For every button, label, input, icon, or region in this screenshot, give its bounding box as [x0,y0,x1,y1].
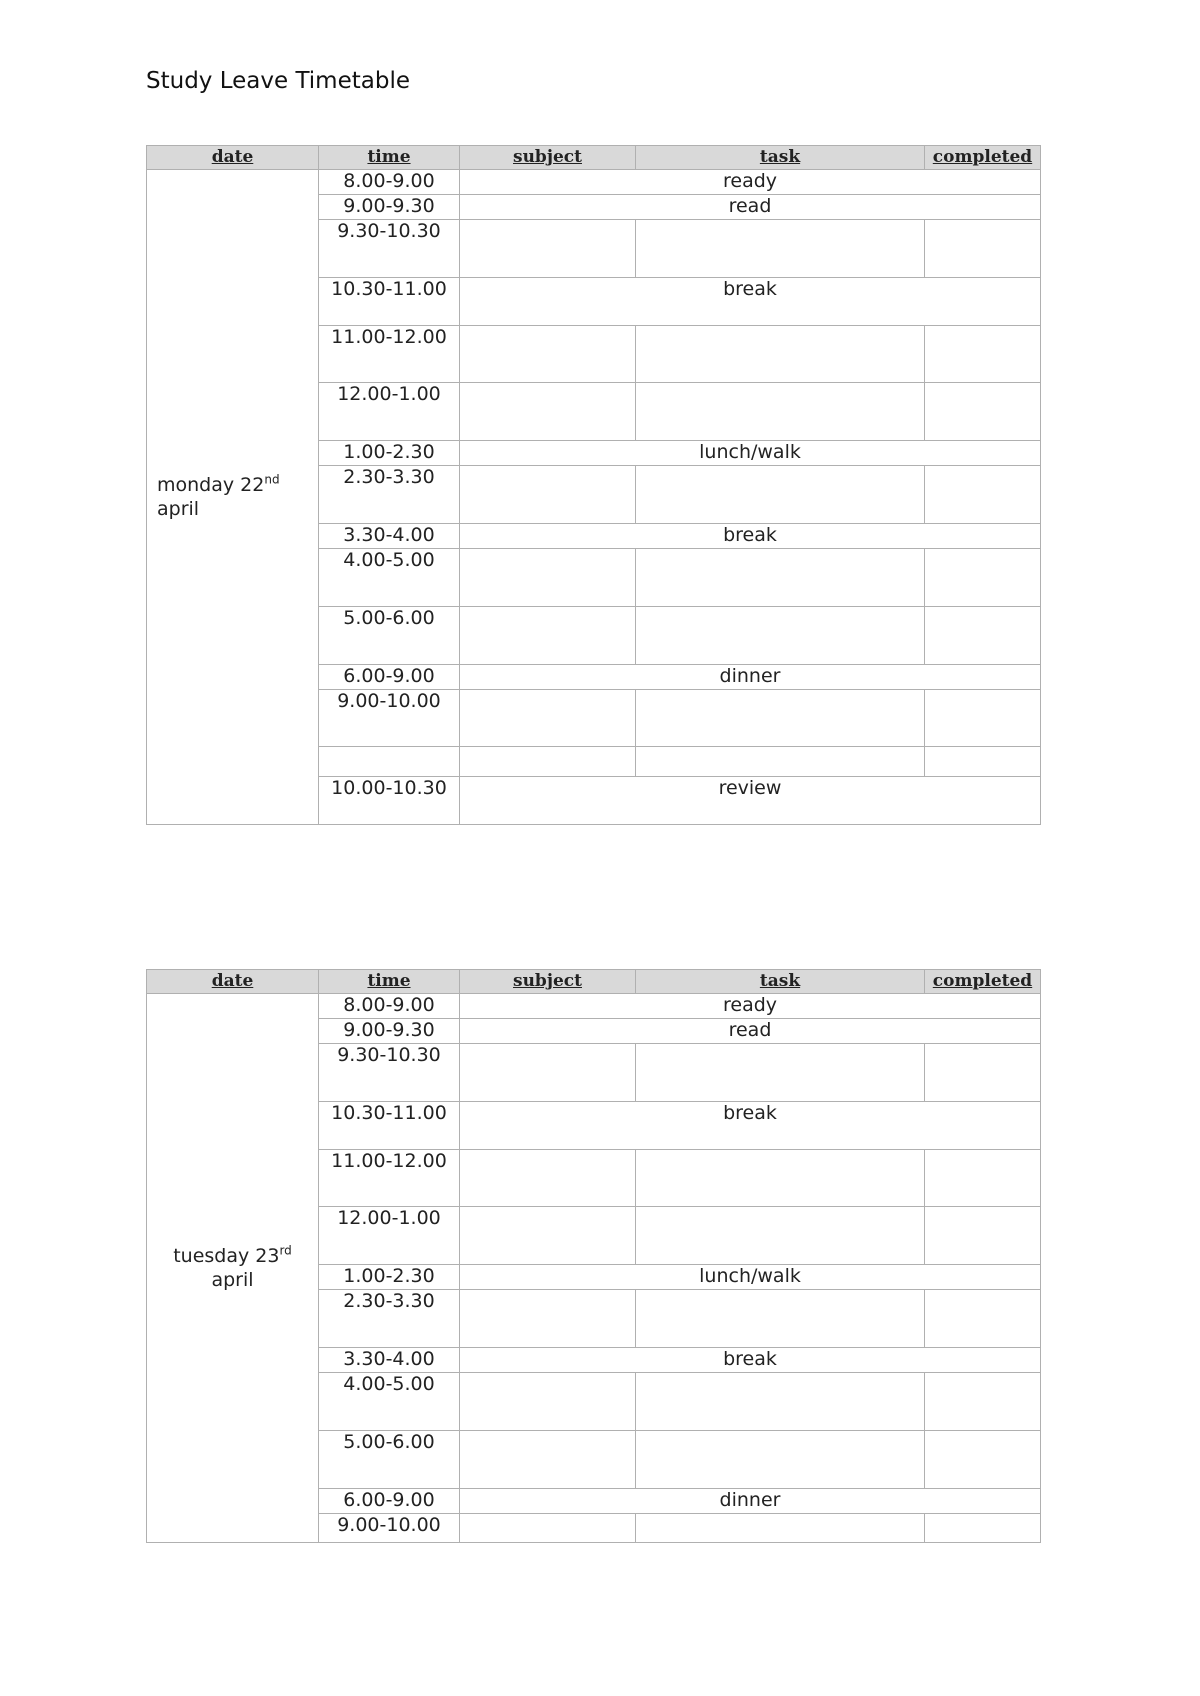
time-cell: 9.00-9.30 [319,195,460,220]
completed-cell[interactable] [925,549,1041,607]
completed-cell[interactable] [925,466,1041,524]
subject-cell[interactable] [460,549,636,607]
time-cell: 6.00-9.00 [319,1489,460,1514]
activity-cell: ready [460,994,1041,1019]
date-cell [147,170,319,825]
header-row [147,146,1041,170]
time-cell: 2.30-3.30 [319,1290,460,1348]
time-cell: 10.30-11.00 [319,1102,460,1150]
task-cell[interactable] [636,747,925,777]
date-month: april [211,1269,254,1291]
table-row [147,170,1041,195]
task-cell[interactable] [636,1207,925,1265]
completed-cell[interactable] [925,1373,1041,1431]
activity-cell: dinner [460,665,1041,690]
task-cell[interactable] [636,1431,925,1489]
time-cell: 3.30-4.00 [319,1348,460,1373]
completed-cell[interactable] [925,1431,1041,1489]
time-cell: 9.30-10.30 [319,1044,460,1102]
task-cell[interactable] [636,607,925,665]
date-ordinal: nd [264,472,280,487]
time-cell: 9.00-10.00 [319,690,460,747]
time-cell: 10.30-11.00 [319,278,460,326]
time-cell: 8.00-9.00 [319,994,460,1019]
completed-cell[interactable] [925,1514,1041,1543]
activity-cell: break [460,278,1041,326]
activity-cell: read [460,1019,1041,1044]
page-title: Study Leave Timetable [146,68,410,94]
time-cell: 11.00-12.00 [319,326,460,383]
column-header-time: time [319,970,460,994]
completed-cell[interactable] [925,1044,1041,1102]
subject-cell[interactable] [460,1431,636,1489]
date-month: april [157,498,200,520]
activity-cell: lunch/walk [460,441,1041,466]
activity-cell: review [460,777,1041,825]
subject-cell[interactable] [460,1150,636,1207]
column-header-date: date [147,970,319,994]
date-day: monday 22 [157,474,265,496]
subject-cell[interactable] [460,220,636,278]
activity-cell: lunch/walk [460,1265,1041,1290]
time-cell: 12.00-1.00 [319,1207,460,1265]
subject-cell[interactable] [460,1207,636,1265]
time-cell: 3.30-4.00 [319,524,460,549]
completed-cell[interactable] [925,1207,1041,1265]
column-header-time: time [319,146,460,170]
time-cell: 12.00-1.00 [319,383,460,441]
column-header-task: task [636,146,925,170]
subject-cell[interactable] [460,1514,636,1543]
task-cell[interactable] [636,549,925,607]
activity-cell: break [460,524,1041,549]
subject-cell[interactable] [460,1044,636,1102]
completed-cell[interactable] [925,690,1041,747]
task-cell[interactable] [636,220,925,278]
subject-cell[interactable] [460,326,636,383]
column-header-date: date [147,146,319,170]
header-row [147,970,1041,994]
task-cell[interactable] [636,1373,925,1431]
activity-cell: break [460,1102,1041,1150]
time-cell: 4.00-5.00 [319,1373,460,1431]
activity-cell: read [460,195,1041,220]
date-cell [147,994,319,1543]
subject-cell[interactable] [460,1373,636,1431]
time-cell: 1.00-2.30 [319,1265,460,1290]
task-cell[interactable] [636,326,925,383]
time-cell: 6.00-9.00 [319,665,460,690]
task-cell[interactable] [636,690,925,747]
time-cell: 5.00-6.00 [319,607,460,665]
subject-cell[interactable] [460,747,636,777]
completed-cell[interactable] [925,1150,1041,1207]
completed-cell[interactable] [925,326,1041,383]
date-ordinal: rd [279,1243,292,1258]
activity-cell: dinner [460,1489,1041,1514]
column-header-completed: completed [925,146,1041,170]
time-cell: 1.00-2.30 [319,441,460,466]
activity-cell: ready [460,170,1041,195]
table-row [147,994,1041,1019]
timetable-monday [146,145,1041,825]
subject-cell[interactable] [460,383,636,441]
completed-cell[interactable] [925,1290,1041,1348]
task-cell[interactable] [636,1514,925,1543]
task-cell[interactable] [636,1044,925,1102]
completed-cell[interactable] [925,220,1041,278]
subject-cell[interactable] [460,607,636,665]
completed-cell[interactable] [925,383,1041,441]
activity-cell: break [460,1348,1041,1373]
time-cell [319,747,460,777]
time-cell: 2.30-3.30 [319,466,460,524]
subject-cell[interactable] [460,466,636,524]
task-cell[interactable] [636,383,925,441]
time-cell: 9.00-10.00 [319,1514,460,1543]
timetable-tuesday [146,969,1041,1543]
subject-cell[interactable] [460,690,636,747]
completed-cell[interactable] [925,747,1041,777]
subject-cell[interactable] [460,1290,636,1348]
time-cell: 11.00-12.00 [319,1150,460,1207]
time-cell: 8.00-9.00 [319,170,460,195]
column-header-subject: subject [460,970,636,994]
time-cell: 4.00-5.00 [319,549,460,607]
time-cell: 9.00-9.30 [319,1019,460,1044]
completed-cell[interactable] [925,607,1041,665]
task-cell[interactable] [636,1290,925,1348]
column-header-task: task [636,970,925,994]
time-cell: 10.00-10.30 [319,777,460,825]
column-header-subject: subject [460,146,636,170]
task-cell[interactable] [636,466,925,524]
time-cell: 9.30-10.30 [319,220,460,278]
date-day: tuesday 23 [173,1245,280,1267]
task-cell[interactable] [636,1150,925,1207]
column-header-completed: completed [925,970,1041,994]
time-cell: 5.00-6.00 [319,1431,460,1489]
